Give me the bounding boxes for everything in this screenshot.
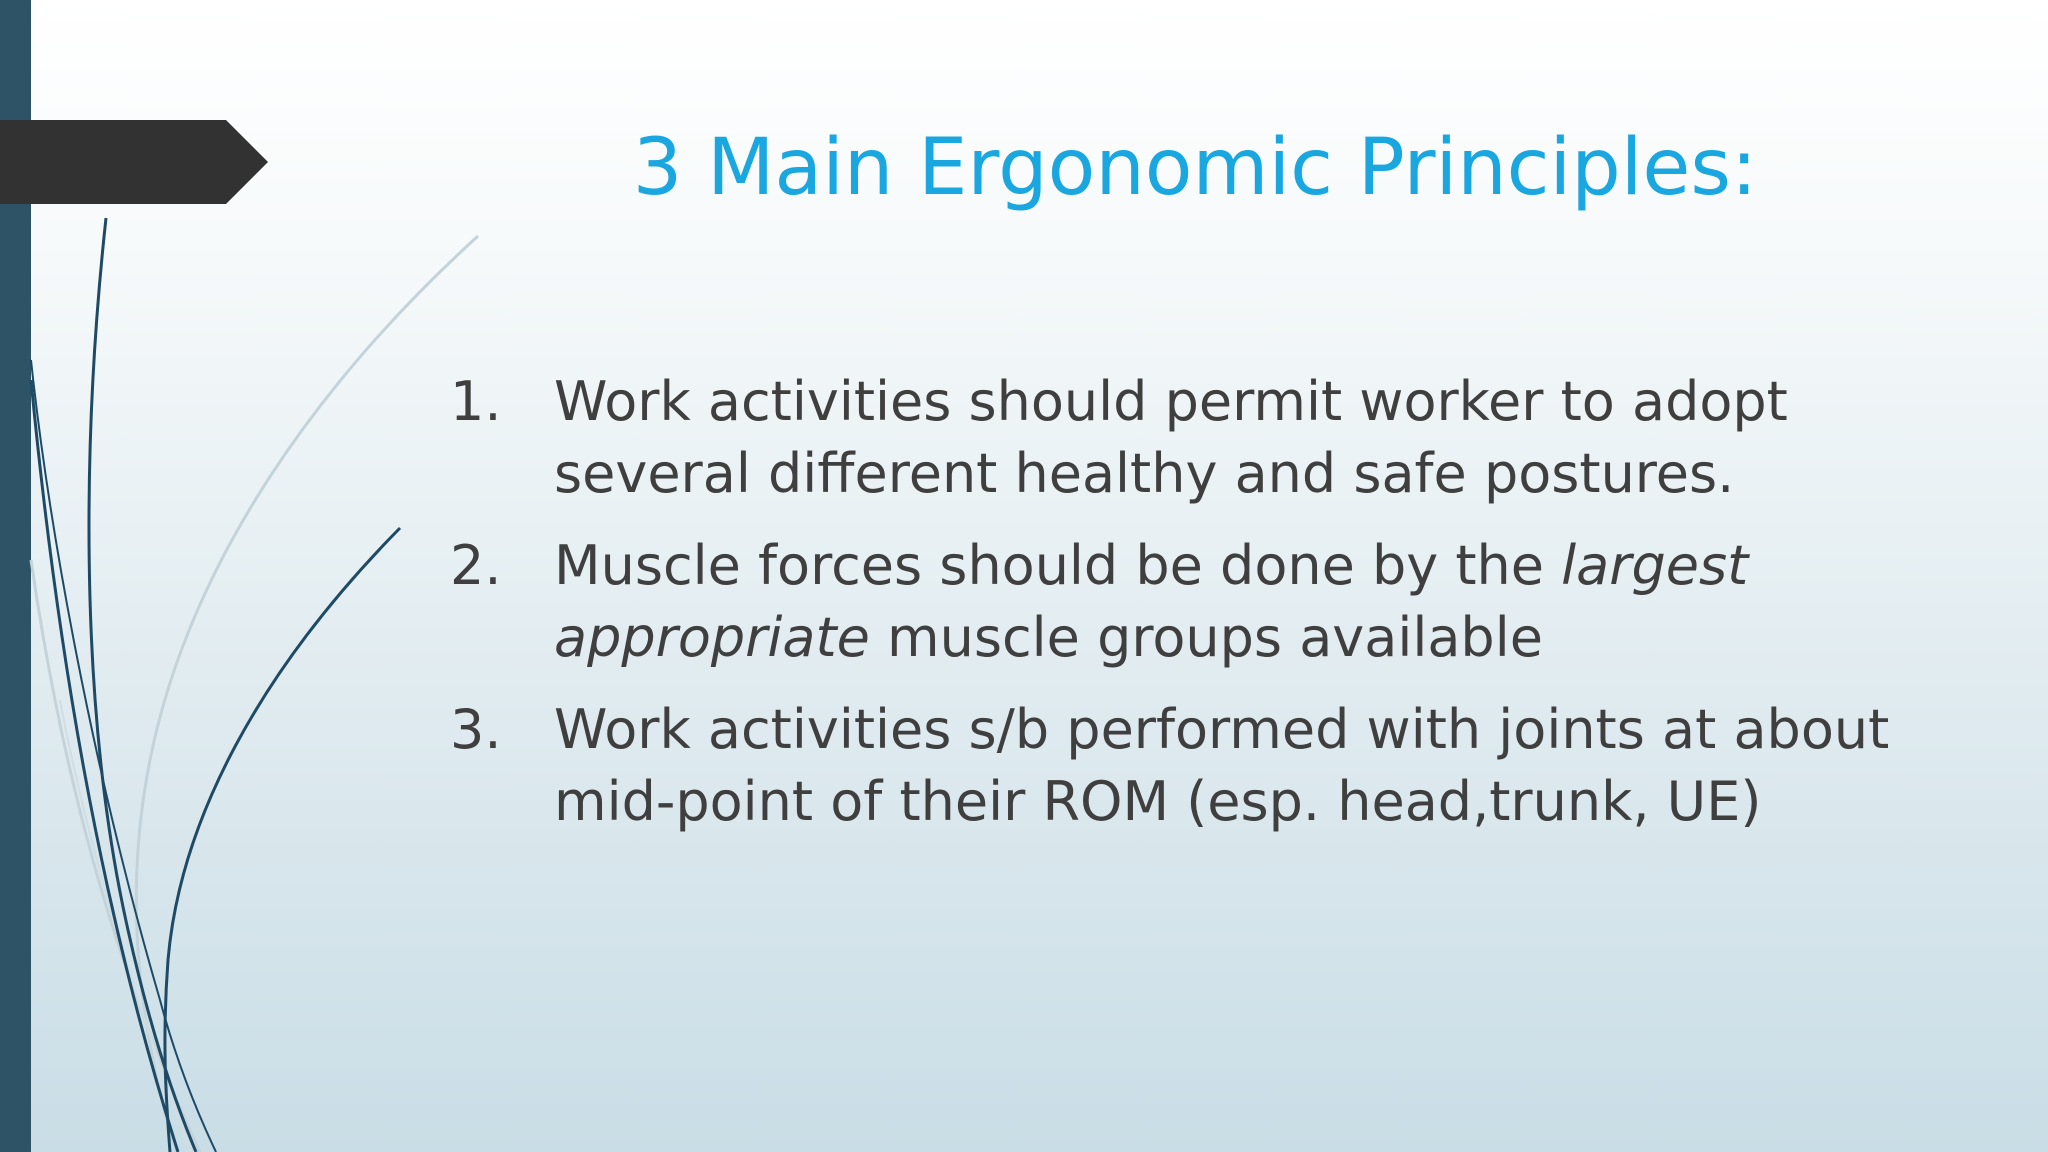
list-item-text-italic: largest appropriate bbox=[554, 534, 1749, 669]
principles-list bbox=[450, 366, 1950, 858]
list-item bbox=[450, 530, 1950, 674]
list-item-text-after: muscle groups available bbox=[869, 606, 1543, 669]
list-item bbox=[450, 366, 1950, 510]
list-item-text bbox=[554, 530, 1950, 674]
tab-arrow-icon bbox=[0, 120, 268, 204]
list-item-text: Work activities s/b performed with joints at about mid-point of their ROM (esp. head,trunk, UE) bbox=[554, 698, 1890, 833]
list-item-number: 3. bbox=[450, 698, 502, 761]
list-item-text-before: Muscle forces should be done by the bbox=[554, 534, 1562, 597]
list-item bbox=[450, 694, 1950, 838]
list-item-number: 1. bbox=[450, 370, 502, 433]
list-item-text: Work activities should permit worker to adopt several different healthy and safe postures. bbox=[554, 370, 1788, 505]
slide-title: 3 Main Ergonomic Principles: bbox=[632, 123, 1758, 213]
list-item-number: 2. bbox=[450, 534, 502, 597]
